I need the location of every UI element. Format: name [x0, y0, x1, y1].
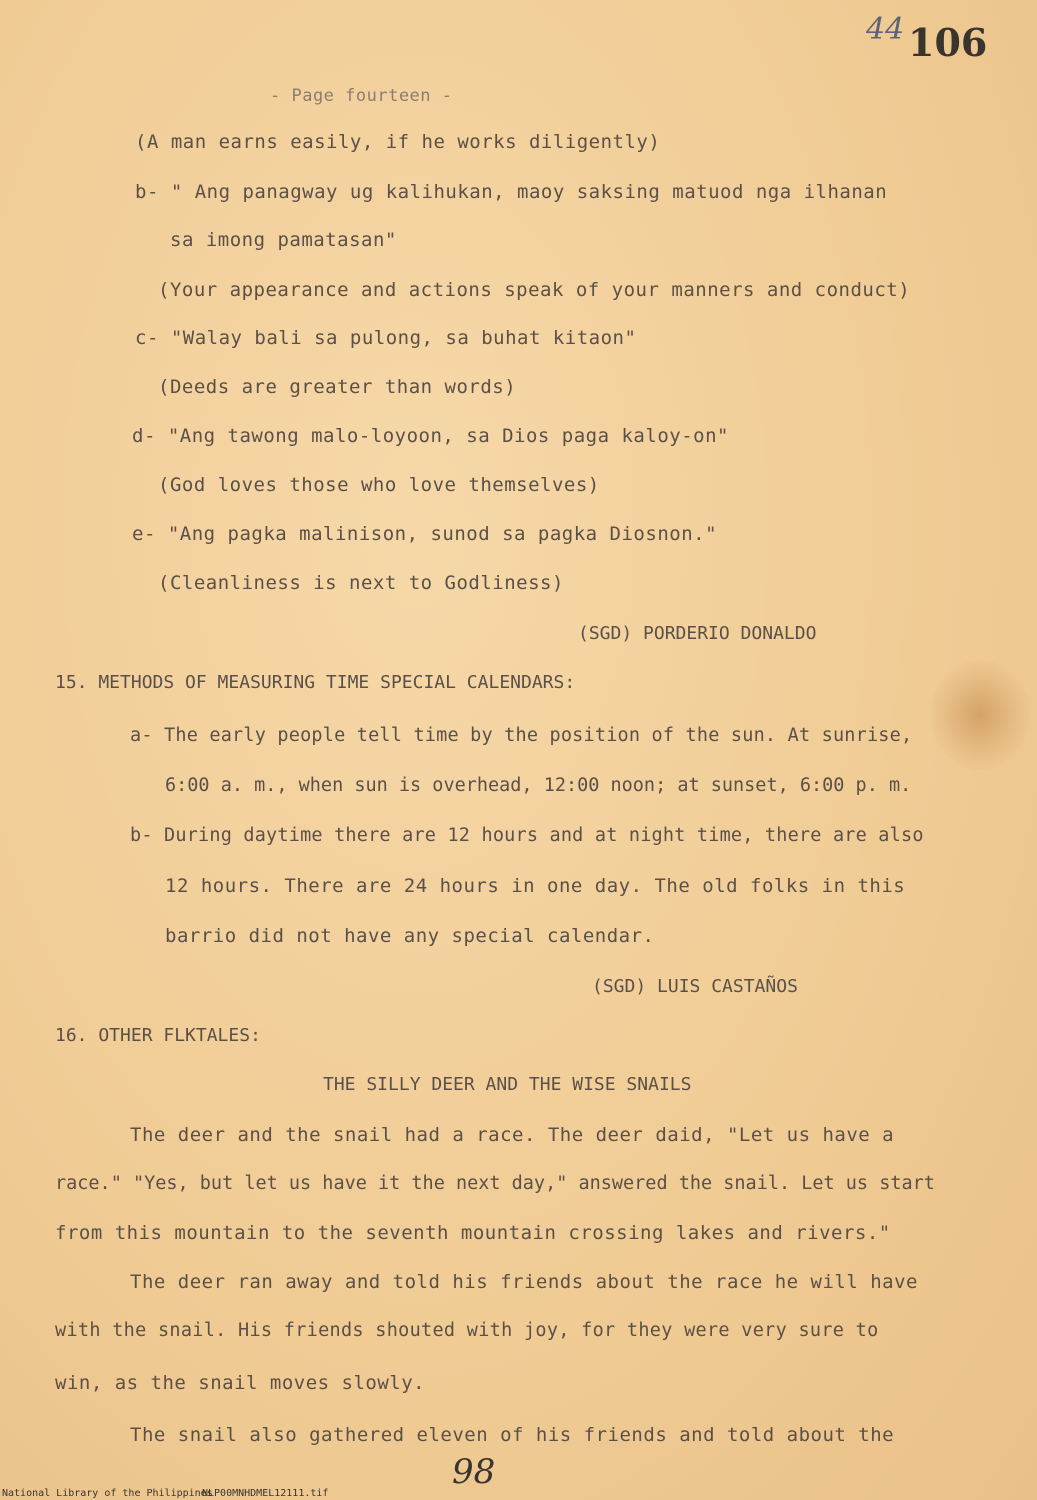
text-line: (Cleanliness is next to Godliness) [158, 572, 564, 594]
paragraph-line: race." "Yes, but let us have it the next day," answered the snail. Let us start [55, 1173, 935, 1194]
text-line: 12 hours. There are 24 hours in one day. The old folks in this [165, 875, 906, 897]
section-15-heading: 15. METHODS OF MEASURING TIME SPECIAL CALENDARS: [55, 672, 576, 693]
story-title: THE SILLY DEER AND THE WISE SNAILS [323, 1074, 692, 1095]
text-line: c- "Walay bali sa pulong, sa buhat kitaon" [135, 327, 637, 349]
footer-file: NLP00MNHDMEL12111.tif [202, 1488, 329, 1499]
text-line: (A man earns easily, if he works diligently) [135, 131, 661, 153]
paragraph-line: The snail also gathered eleven of his friends and told about the [130, 1424, 895, 1446]
section-16-heading: 16. OTHER FLKTALES: [55, 1025, 261, 1046]
text-line: barrio did not have any special calendar. [165, 925, 655, 947]
text-line: sa imong pamatasan" [170, 229, 397, 251]
text-line: (Deeds are greater than words) [158, 376, 517, 398]
text-line: 6:00 a. m., when sun is overhead, 12:00 noon; at sunset, 6:00 p. m. [165, 775, 912, 796]
paragraph-line: The deer and the snail had a race. The deer daid, "Let us have a [130, 1124, 895, 1146]
paragraph-line: from this mountain to the seventh mountain crossing lakes and rivers." [55, 1222, 891, 1244]
signature-castanos: (SGD) LUIS CASTAÑOS [592, 976, 798, 997]
text-line: d- "Ang tawong malo-loyoon, sa Dios paga kaloy-on" [132, 425, 729, 447]
water-stain [930, 660, 1030, 770]
text-line: b- During daytime there are 12 hours and at night time, there are also [130, 825, 924, 846]
page-header: - Page fourteen - [270, 86, 453, 106]
text-line: a- The early people tell time by the position of the sun. At sunrise, [130, 725, 913, 746]
text-line: e- "Ang pagka malinison, sunod sa pagka Diosnon." [132, 523, 718, 545]
text-line: (God loves those who love themselves) [158, 474, 600, 496]
paragraph-line: with the snail. His friends shouted with joy, for they were very sure to [55, 1320, 879, 1341]
handwritten-page-number-alt: 106 [908, 20, 988, 65]
paragraph-line: The deer ran away and told his friends about the race he will have [130, 1271, 918, 1293]
footer-library: National Library of the Philippines [2, 1488, 213, 1499]
handwritten-page-number: 44 [866, 12, 905, 47]
paragraph-line: win, as the snail moves slowly. [55, 1372, 426, 1394]
text-line: b- " Ang panagway ug kalihukan, maoy saksing matuod nga ilhanan [135, 181, 888, 203]
signature-donaldo: (SGD) PORDERIO DONALDO [578, 623, 817, 644]
handwritten-bottom-number: 98 [452, 1452, 496, 1492]
text-line: (Your appearance and actions speak of your manners and conduct) [158, 279, 911, 301]
